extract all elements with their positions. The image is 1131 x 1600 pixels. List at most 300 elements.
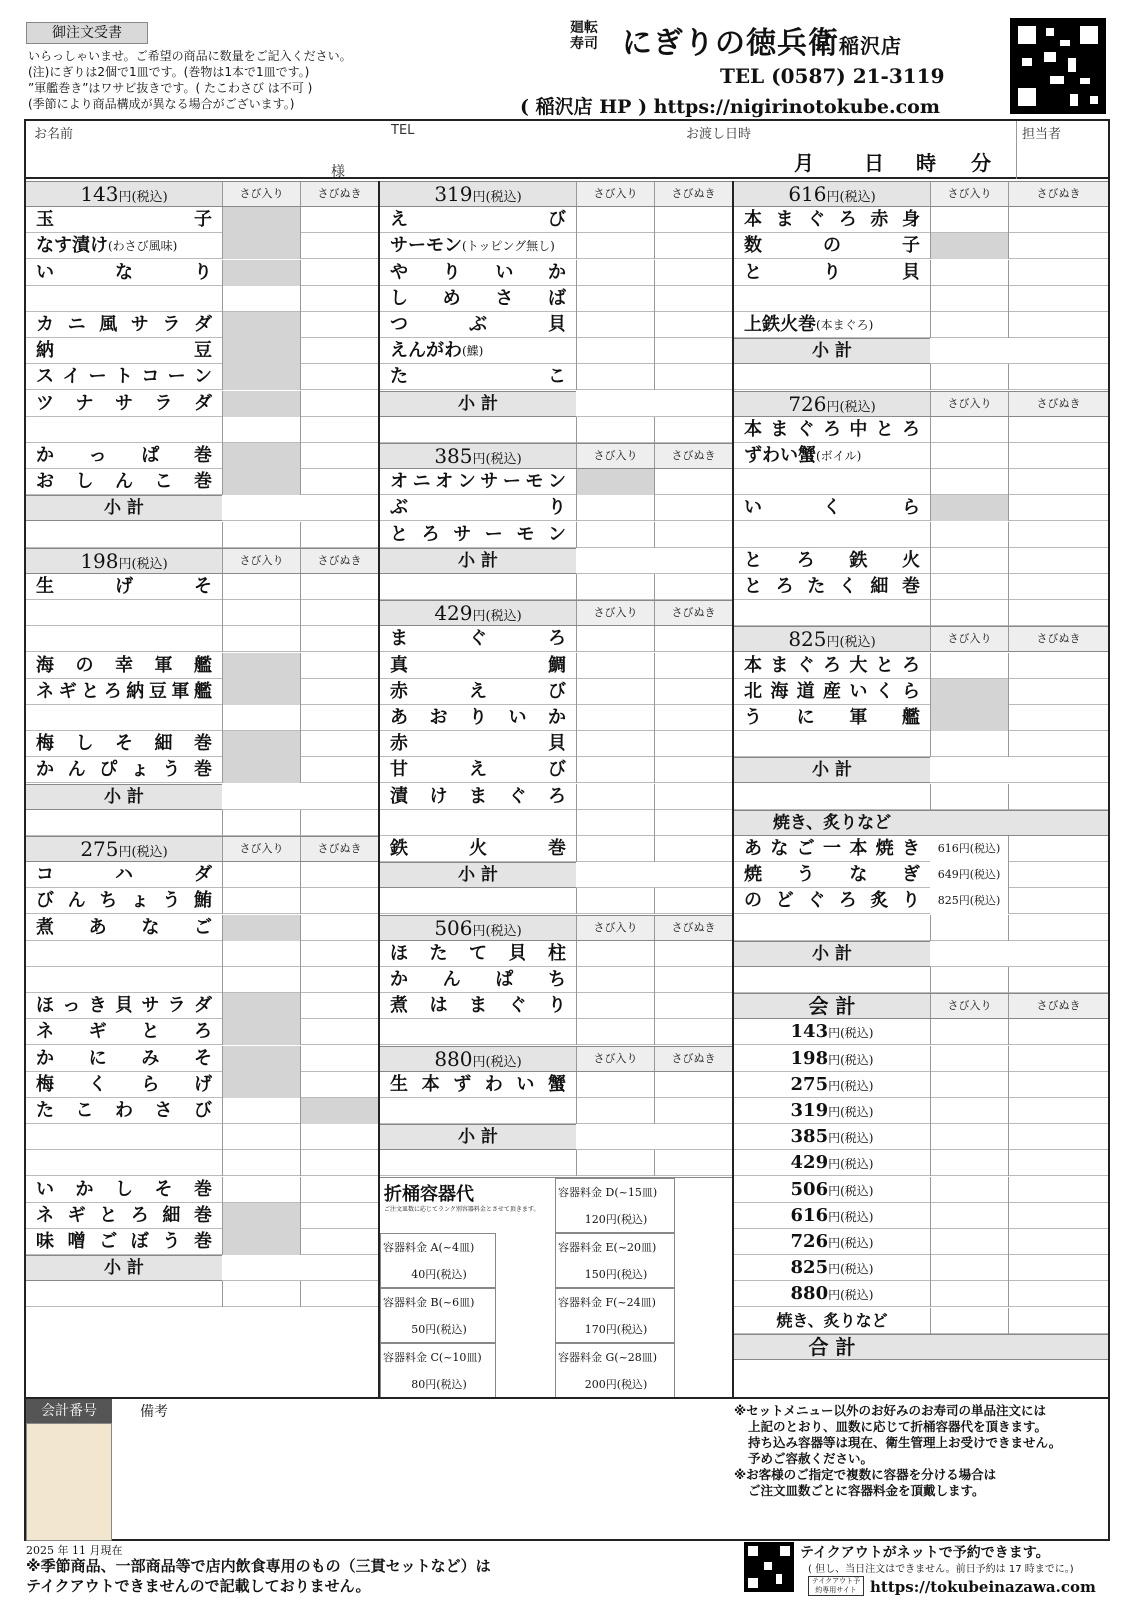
wasabi-out-qty[interactable] [300,888,378,914]
wasabi-in-qty[interactable] [930,286,1008,312]
wasabi-out-qty[interactable] [654,233,732,259]
menu-item-name: サーモン (トッピング無し) [390,235,555,257]
wasabi-in-qty[interactable] [576,1150,654,1176]
wasabi-in-qty[interactable] [930,1177,1008,1203]
wasabi-in-qty[interactable] [930,653,1008,679]
wasabi-out-qty[interactable] [300,1203,378,1229]
wasabi-out-qty[interactable] [1008,522,1108,548]
wasabi-out-qty[interactable] [1008,1098,1108,1124]
subtotal-label: 小 計 [734,338,930,364]
brand-small-text: 廻転 寿司 [570,20,598,52]
wasabi-in-qty[interactable] [576,626,654,652]
wasabi-out-qty[interactable] [654,1072,732,1098]
menu-item-row [26,1177,378,1203]
wasabi-in-qty[interactable] [930,705,1008,731]
wasabi-out-qty[interactable] [654,653,732,679]
wasabi-out-qty[interactable] [300,915,378,941]
menu-item-row [26,469,378,495]
total-price-label: 198円(税込) [790,1047,874,1069]
wasabi-out-qty[interactable] [1008,233,1108,259]
wasabi-out-qty[interactable] [300,1229,378,1255]
wasabi-in-qty[interactable] [222,260,300,286]
container-fee-title: 折桶容器代 [384,1183,474,1205]
total-price-label: 616円(税込) [790,1204,874,1226]
menu-item-name: し め さ ば [390,287,566,309]
wasabi-out-qty[interactable] [654,522,732,548]
subtotal-value[interactable] [930,941,1108,967]
wasabi-out-qty[interactable] [654,888,732,914]
wasabi-out-qty[interactable] [300,705,378,731]
menu-item-name: 北 海 道 産 い く ら [744,680,920,702]
menu-item-row [734,1281,1108,1307]
wasabi-in-qty[interactable] [930,915,1008,941]
wasabi-out-qty[interactable] [1008,731,1108,757]
wasabi-out-qty[interactable] [654,1150,732,1176]
menu-item-row [26,260,378,286]
wasabi-out-qty[interactable] [1008,443,1108,469]
wasabi-out-qty[interactable] [654,626,732,652]
takeout-note: ( 但し、当日注文はできません。前日予約は 17 時までに。) [808,1564,1074,1575]
wasabi-in-qty[interactable] [222,364,300,390]
wasabi-in-qty[interactable] [222,862,300,888]
wasabi-out-qty[interactable] [300,1072,378,1098]
takeout-site-link[interactable]: https://tokubeinazawa.com [870,1578,1096,1596]
wasabi-in-qty[interactable] [222,1098,300,1124]
menu-item-row [380,626,732,652]
wasabi-out-qty[interactable] [300,941,378,967]
wasabi-in-qty[interactable] [222,338,300,364]
wasabi-out-qty[interactable] [1008,1072,1108,1098]
wasabi-out-qty[interactable] [1008,364,1108,390]
wasabi-out-qty[interactable] [300,443,378,469]
menu-item-name [380,888,576,914]
menu-item-row [734,862,1108,888]
wasabi-in-header: さび入り [576,444,654,468]
wasabi-out-qty[interactable] [1008,574,1108,600]
wasabi-in-qty[interactable] [576,1019,654,1045]
takeout-qr-code-icon[interactable] [744,1542,794,1592]
wasabi-in-qty[interactable] [576,495,654,521]
wasabi-in-qty[interactable] [222,522,300,548]
wasabi-out-qty[interactable] [1008,1019,1108,1045]
wasabi-in-qty[interactable] [576,233,654,259]
wasabi-out-qty[interactable] [654,207,732,233]
wasabi-in-qty[interactable] [576,417,654,443]
wasabi-in-qty[interactable] [930,574,1008,600]
wasabi-out-qty[interactable] [1008,417,1108,443]
menu-item-row [380,757,732,783]
grand-total[interactable]: 合 計 [734,1334,1108,1360]
menu-item-row [380,1019,732,1045]
wasabi-in-qty[interactable] [222,1229,300,1255]
wasabi-in-qty[interactable] [930,967,1008,993]
wasabi-out-qty[interactable] [300,626,378,652]
subtotal-value[interactable] [576,1124,732,1150]
wasabi-in-qty[interactable] [222,233,300,259]
wasabi-in-qty[interactable] [930,495,1008,521]
wasabi-in-qty[interactable] [576,705,654,731]
total-price-label: 726円(税込) [790,1231,874,1252]
wasabi-out-qty[interactable] [300,338,378,364]
wasabi-out-qty[interactable] [1008,1046,1108,1072]
wasabi-in-header: さび入り [576,182,654,206]
wasabi-out-qty[interactable] [654,495,732,521]
wasabi-out-qty[interactable] [300,233,378,259]
wasabi-out-qty[interactable] [1008,862,1108,888]
wasabi-out-qty[interactable] [1008,1308,1108,1334]
wasabi-out-qty[interactable] [654,364,732,390]
wasabi-in-qty[interactable] [930,207,1008,233]
wasabi-out-qty[interactable] [1008,784,1108,810]
wasabi-out-qty[interactable] [654,967,732,993]
subtotal-value[interactable] [576,862,732,888]
menu-item-name: 生 本 ず わ い 蟹 [390,1073,566,1095]
menu-item-row [26,679,378,705]
wasabi-out-qty[interactable] [1008,1203,1108,1229]
wasabi-in-qty[interactable] [222,574,300,600]
store-phone: TEL (0587) 21-3119 [720,64,945,88]
wasabi-in-qty[interactable] [930,1019,1008,1045]
menu-item-name: 生 げ そ [36,576,212,597]
wasabi-in-qty[interactable] [576,888,654,914]
wasabi-in-qty[interactable] [222,888,300,914]
wasabi-in-qty[interactable] [222,705,300,731]
wasabi-out-qty[interactable] [654,574,732,600]
wasabi-in-qty[interactable] [930,312,1008,338]
delivery-date-label: お渡し日時 [686,127,752,142]
wasabi-out-qty[interactable] [300,1046,378,1072]
wasabi-in-qty[interactable] [930,548,1008,574]
wasabi-out-qty[interactable] [300,1098,378,1124]
wasabi-in-qty[interactable] [576,941,654,967]
wasabi-in-qty[interactable] [222,1124,300,1150]
wasabi-in-qty[interactable] [222,1019,300,1045]
wasabi-out-qty[interactable] [1008,207,1108,233]
wasabi-out-qty[interactable] [300,522,378,548]
menu-item-name: お し ん こ 巻 [36,471,212,493]
subtotal-value[interactable] [930,757,1108,783]
grill-item-price: 649円(税込) [930,862,1008,888]
wasabi-in-qty[interactable] [222,915,300,941]
wasabi-out-qty[interactable] [300,653,378,679]
wasabi-in-qty[interactable] [576,810,654,836]
wasabi-out-qty[interactable] [1008,705,1108,731]
wasabi-in-qty[interactable] [576,207,654,233]
price-value: 429 [434,601,473,626]
menu-item-row [26,705,378,731]
wasabi-in-qty[interactable] [576,757,654,783]
menu-item-row [734,286,1108,312]
menu-item-name: い く ら [744,497,920,519]
subtotal-label: 小 計 [380,862,576,888]
wasabi-out-qty[interactable] [300,207,378,233]
menu-item-row [26,391,378,417]
wasabi-in-qty[interactable] [222,993,300,1019]
menu-item-row [26,233,378,259]
wasabi-in-qty[interactable] [222,1072,300,1098]
wasabi-in-qty[interactable] [222,1046,300,1072]
wasabi-in-qty[interactable] [576,679,654,705]
wasabi-out-qty[interactable] [1008,1177,1108,1203]
wasabi-out-qty[interactable] [654,469,732,495]
wasabi-in-qty[interactable] [930,260,1008,286]
wasabi-in-qty[interactable] [222,312,300,338]
wasabi-out-qty[interactable] [1008,286,1108,312]
wasabi-out-qty[interactable] [300,469,378,495]
wasabi-in-qty[interactable] [222,731,300,757]
wasabi-out-qty[interactable] [300,391,378,417]
wasabi-out-qty[interactable] [654,1019,732,1045]
wasabi-out-qty[interactable] [1008,495,1108,521]
subtotal-value[interactable] [222,1255,378,1281]
price-header-880 [380,1046,732,1072]
wasabi-out-qty[interactable] [654,260,732,286]
menu-item-row [734,312,1108,338]
wasabi-out-qty[interactable] [1008,260,1108,286]
wasabi-in-qty[interactable] [930,1124,1008,1150]
wasabi-out-qty[interactable] [1008,469,1108,495]
wasabi-out-qty[interactable] [654,1098,732,1124]
wasabi-in-qty[interactable] [930,233,1008,259]
wasabi-out-qty[interactable] [300,731,378,757]
wasabi-in-qty[interactable] [576,731,654,757]
menu-item-row [26,993,378,1019]
wasabi-in-qty[interactable] [930,522,1008,548]
menu-item-row [734,1046,1108,1072]
wasabi-in-qty[interactable] [576,522,654,548]
subtotal-value[interactable] [222,784,378,810]
wasabi-out-qty[interactable] [300,364,378,390]
wasabi-out-qty[interactable] [300,862,378,888]
menu-item-row [26,862,378,888]
wasabi-out-qty[interactable] [1008,1124,1108,1150]
wasabi-out-qty[interactable] [1008,1150,1108,1176]
grill-item-price: 616円(税込) [930,836,1008,862]
wasabi-in-qty[interactable] [930,731,1008,757]
customer-info [26,121,1108,179]
wasabi-out-header: さびぬき [654,601,732,625]
wasabi-out-qty[interactable] [654,731,732,757]
qr-code-icon[interactable] [1010,18,1106,114]
wasabi-in-qty[interactable] [222,443,300,469]
wasabi-in-qty[interactable] [576,574,654,600]
menu-item-row [380,286,732,312]
menu-item-row [380,941,732,967]
wasabi-in-qty[interactable] [930,679,1008,705]
menu-item-row [380,495,732,521]
total-price-label: 319円(税込) [790,1100,874,1121]
menu-item-row [734,260,1108,286]
wasabi-out-qty[interactable] [654,679,732,705]
wasabi-in-qty[interactable] [930,1150,1008,1176]
wasabi-in-qty[interactable] [930,1255,1008,1281]
wasabi-in-qty[interactable] [576,1098,654,1124]
wasabi-in-qty[interactable] [576,469,654,495]
note-line: (注)にぎりは2個で1皿です。(巻物は1本で1皿です。) [28,65,310,79]
wasabi-in-qty[interactable] [930,469,1008,495]
wasabi-in-qty[interactable] [930,364,1008,390]
wasabi-in-qty[interactable] [576,364,654,390]
wasabi-out-header: さびぬき [300,549,378,573]
wasabi-in-qty[interactable] [576,784,654,810]
wasabi-in-qty[interactable] [222,653,300,679]
menu-item-row [26,574,378,600]
subtotal-value[interactable] [222,495,378,521]
order-form [24,119,1110,1541]
menu-item-row [734,443,1108,469]
wasabi-in-qty[interactable] [930,443,1008,469]
wasabi-out-qty[interactable] [300,810,378,836]
wasabi-in-qty[interactable] [930,1281,1008,1307]
menu-item-row [26,941,378,967]
wasabi-in-qty[interactable] [576,836,654,862]
wasabi-in-qty[interactable] [222,1177,300,1203]
subtotal-value[interactable] [930,338,1108,364]
wasabi-in-qty[interactable] [576,967,654,993]
subtotal-value[interactable] [576,391,732,417]
wasabi-out-qty[interactable] [300,757,378,783]
wasabi-out-qty[interactable] [654,338,732,364]
wasabi-in-qty[interactable] [222,469,300,495]
wasabi-in-qty[interactable] [222,417,300,443]
wasabi-out-qty[interactable] [1008,679,1108,705]
subtotal-label: 小 計 [380,548,576,574]
wasabi-in-qty[interactable] [222,1203,300,1229]
subtotal-label: 小 計 [734,941,930,967]
wasabi-in-qty[interactable] [222,679,300,705]
wasabi-out-qty[interactable] [654,757,732,783]
wasabi-out-qty[interactable] [654,941,732,967]
menu-item-row [26,1046,378,1072]
wasabi-out-qty[interactable] [300,679,378,705]
container-fee-tier: 容器料金 E(~20皿) 150円(税込) [555,1233,675,1288]
wasabi-in-qty[interactable] [222,626,300,652]
wasabi-out-qty[interactable] [1008,967,1108,993]
wasabi-in-qty[interactable] [222,286,300,312]
wasabi-in-qty[interactable] [930,1229,1008,1255]
wasabi-out-qty[interactable] [300,1281,378,1307]
wasabi-in-qty[interactable] [222,600,300,626]
price-value: 825 [788,627,827,652]
wasabi-in-qty[interactable] [576,1072,654,1098]
price-header-275 [26,836,378,862]
wasabi-in-qty[interactable] [930,1308,1008,1334]
wasabi-out-qty[interactable] [1008,915,1108,941]
wasabi-out-qty[interactable] [654,836,732,862]
wasabi-in-qty[interactable] [930,600,1008,626]
total-price-label: 506円(税込) [790,1178,874,1200]
wasabi-in-qty[interactable] [576,312,654,338]
wasabi-in-header: さび入り [576,916,654,940]
wasabi-out-qty[interactable] [1008,1255,1108,1281]
wasabi-out-qty[interactable] [654,705,732,731]
wasabi-out-qty[interactable] [300,1019,378,1045]
menu-item-name [380,1098,576,1124]
wasabi-out-qty[interactable] [1008,653,1108,679]
wasabi-in-qty[interactable] [930,1203,1008,1229]
brand-logo [570,20,1010,60]
wasabi-in-qty[interactable] [930,784,1008,810]
wasabi-in-qty[interactable] [222,941,300,967]
account-number-field[interactable] [26,1423,112,1541]
wasabi-in-qty[interactable] [930,417,1008,443]
menu-item-name [26,286,222,312]
wasabi-in-qty[interactable] [576,653,654,679]
wasabi-in-qty[interactable] [576,286,654,312]
menu-item-row [26,967,378,993]
wasabi-out-qty[interactable] [300,574,378,600]
wasabi-out-qty[interactable] [654,810,732,836]
menu-item-row [380,784,732,810]
wasabi-out-qty[interactable] [300,417,378,443]
wasabi-out-header: さびぬき [1008,627,1108,651]
menu-item-name: 梅 し そ 細 巻 [36,733,212,755]
wasabi-out-qty[interactable] [1008,548,1108,574]
wasabi-in-qty[interactable] [576,338,654,364]
menu-item-row [734,915,1108,941]
wasabi-in-qty[interactable] [222,391,300,417]
wasabi-out-qty[interactable] [1008,312,1108,338]
price-value: 143 [80,182,119,206]
wasabi-in-qty[interactable] [222,1281,300,1307]
total-price-label: 429円(税込) [790,1152,874,1174]
wasabi-out-qty[interactable] [300,967,378,993]
wasabi-in-qty[interactable] [930,1072,1008,1098]
wasabi-out-qty[interactable] [300,1150,378,1176]
wasabi-in-qty[interactable] [222,757,300,783]
menu-item-name [26,941,222,967]
wasabi-out-qty[interactable] [654,312,732,338]
remarks-field[interactable] [112,1399,732,1541]
menu-item-name: と ろ た く 細 巻 [744,576,920,597]
wasabi-out-qty[interactable] [300,286,378,312]
menu-column-3 [734,181,1108,1425]
wasabi-out-qty[interactable] [1008,1281,1108,1307]
wasabi-out-qty[interactable] [300,600,378,626]
menu-item-name: あ な ご 一 本 焼 き [744,838,920,859]
wasabi-out-qty[interactable] [654,417,732,443]
wasabi-out-qty[interactable] [1008,600,1108,626]
wasabi-in-qty[interactable] [222,810,300,836]
wasabi-out-qty[interactable] [654,286,732,312]
subtotal-value[interactable] [576,548,732,574]
wasabi-out-qty[interactable] [300,312,378,338]
wasabi-out-qty[interactable] [300,1124,378,1150]
wasabi-in-qty[interactable] [930,1098,1008,1124]
wasabi-out-qty[interactable] [1008,888,1108,914]
menu-item-row [380,888,732,914]
wasabi-out-qty[interactable] [300,260,378,286]
wasabi-out-qty[interactable] [1008,1229,1108,1255]
wasabi-in-qty[interactable] [222,1150,300,1176]
wasabi-in-qty[interactable] [222,207,300,233]
menu-item-row [734,207,1108,233]
wasabi-out-qty[interactable] [654,993,732,1019]
wasabi-in-qty[interactable] [222,967,300,993]
brand-name: にぎりの徳兵衛稲沢店 [622,26,902,61]
wasabi-out-qty[interactable] [1008,836,1108,862]
wasabi-in-qty[interactable] [930,1046,1008,1072]
wasabi-out-qty[interactable] [300,993,378,1019]
wasabi-in-qty[interactable] [576,993,654,1019]
wasabi-in-qty[interactable] [576,260,654,286]
store-homepage[interactable]: ( 稲沢店 HP ) https://nigirinotokube.com [520,96,940,118]
wasabi-out-qty[interactable] [300,1177,378,1203]
menu-item-name: か ん ぴ ょ う 巻 [36,759,212,781]
wasabi-out-qty[interactable] [654,784,732,810]
menu-item-row [26,312,378,338]
subtotal-label: 小 計 [26,495,222,521]
